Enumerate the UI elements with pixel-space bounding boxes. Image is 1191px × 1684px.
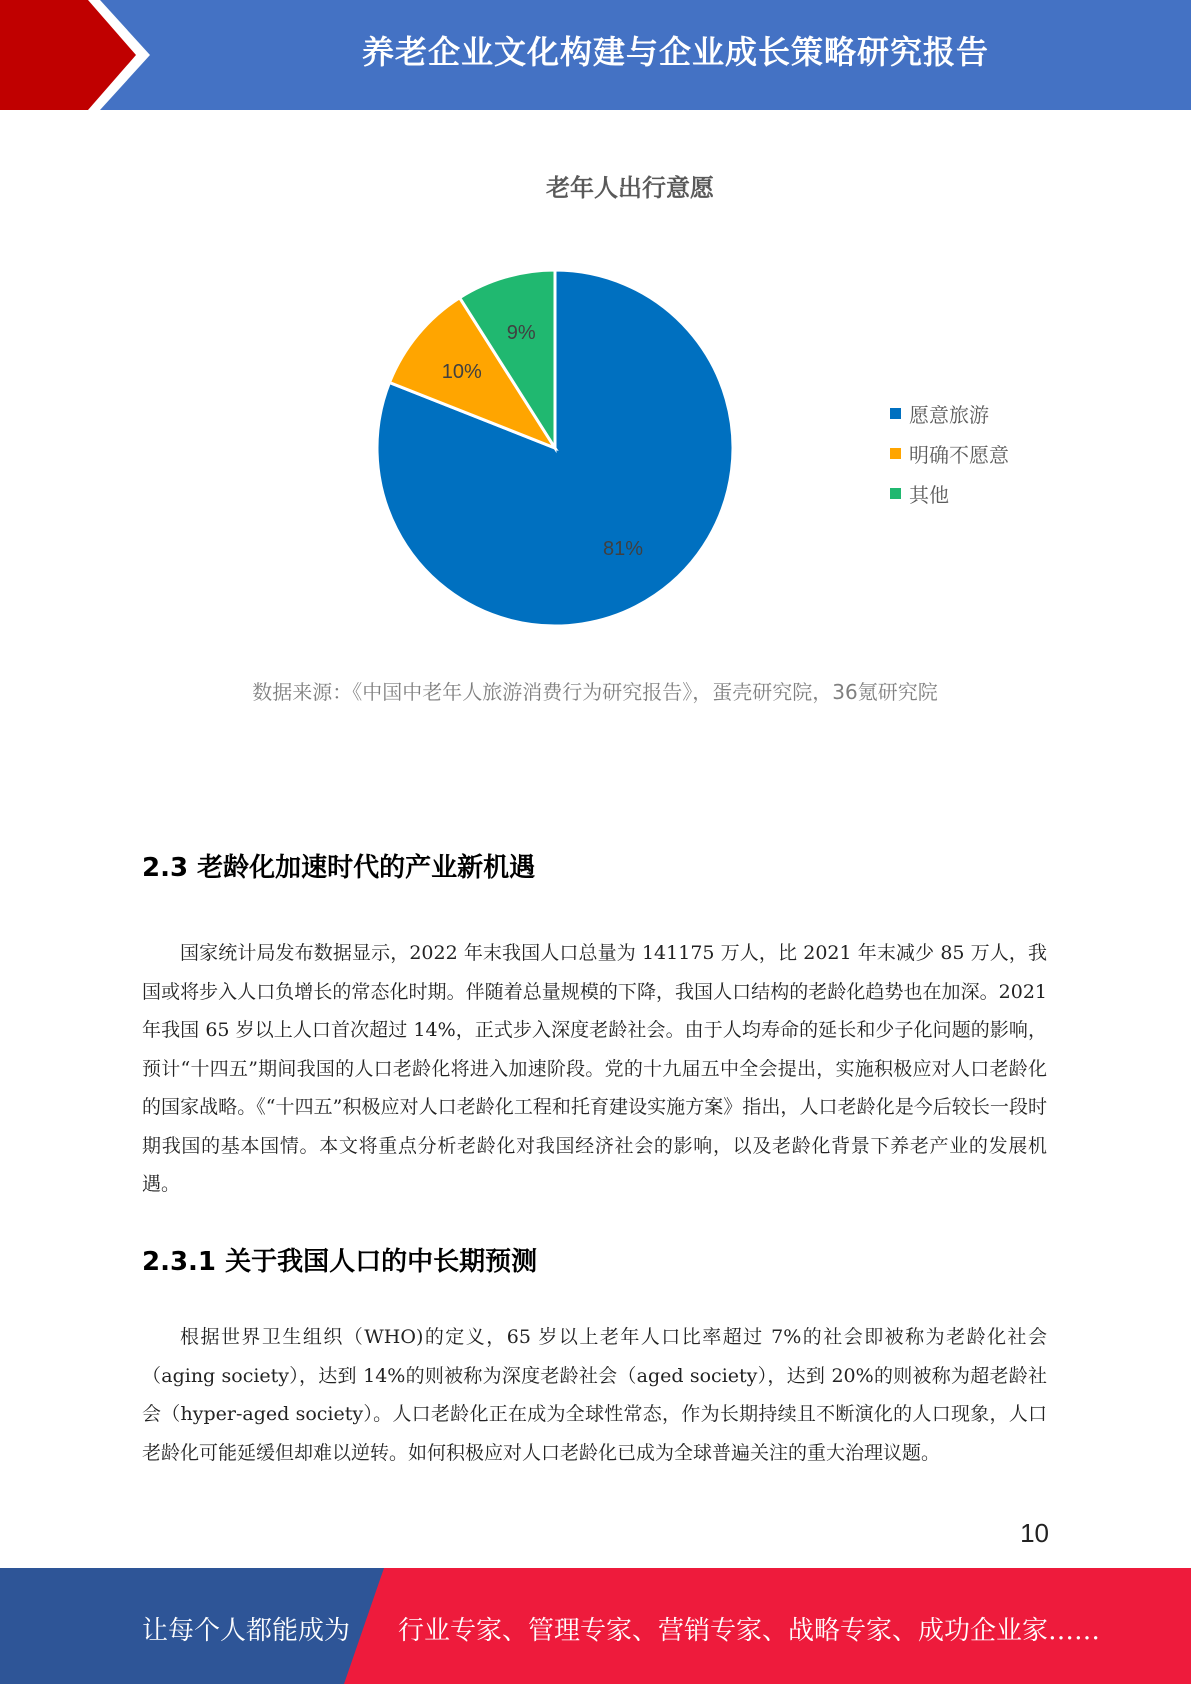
legend-swatch [890,488,901,499]
chart-source: 数据来源：《中国中老年人旅游消费行为研究报告》，蛋壳研究院，36氪研究院 [252,680,938,704]
legend-label: 愿意旅游 [909,402,989,427]
pie-data-label: 81% [603,538,644,561]
legend-item [890,433,1009,473]
chart-title: 老年人出行意愿 [546,174,714,202]
header-title: 养老企业文化构建与企业成长策略研究报告 [361,33,989,71]
legend-item [890,393,1009,433]
subsection-paragraph: 根据世界卫生组织（WHO)的定义，65 岁以上老年人口比率超过 7%的社会即被称为老龄化社会（aging society），达到 14%的则被称为深度老龄社会（aged society），达到 20%的则被称为超老龄社会（hyper-aged society）。人口老龄化正在成为全球性常态，作为长期持续且不断演化的人口现象，人口老龄化可能延缓但却难以逆转。如何积极应对人口老龄化已成为全球普遍关注的重大治理议题。 [142,1326,1047,1464]
page-number: 10 [1020,1518,1049,1548]
legend-label: 其他 [909,482,949,507]
footer-slogan-left: 让每个人都能成为 [142,1616,351,1646]
legend-swatch [890,408,901,419]
chart-legend [890,393,1009,513]
section-paragraph: 国家统计局发布数据显示，2022 年末我国人口总量为 141175 万人，比 2021 年末减少 85 万人，我国或将步入人口负增长的常态化时期。伴随着总量规模的下降，我国人口结构的老龄化趋势也在加深。2021 年我国 65 岁以上人口首次超过 14%，正式步入深度老龄社会。由于人均寿命的延长和少子化问题的影响，预计“十四五”期间我国的人口老龄化将进入加速阶段。党的十九届五中全会提出，实施积极应对人口老龄化的国家战略。《“十四五”积极应对人口老龄化工程和托育建设实施方案》指出，人口老龄化是今后较长一段时期我国的基本国情。本文将重点分析老龄化对我国经济社会的影响，以及老龄化背景下养老产业的发展机遇。 [142,942,1047,1195]
pie-data-label: 9% [506,321,536,344]
legend-item [890,473,1009,513]
legend-swatch [890,448,901,459]
pie-chart [0,0,1191,720]
legend-label: 明确不愿意 [909,442,1009,467]
footer-slogan-right: 行业专家、管理专家、营销专家、战略专家、成功企业家…… [398,1616,1101,1646]
section-heading: 2.3 老龄化加速时代的产业新机遇 [142,853,536,883]
subsection-heading: 2.3.1 关于我国人口的中长期预测 [142,1247,538,1277]
pie-data-label: 10% [441,360,482,383]
